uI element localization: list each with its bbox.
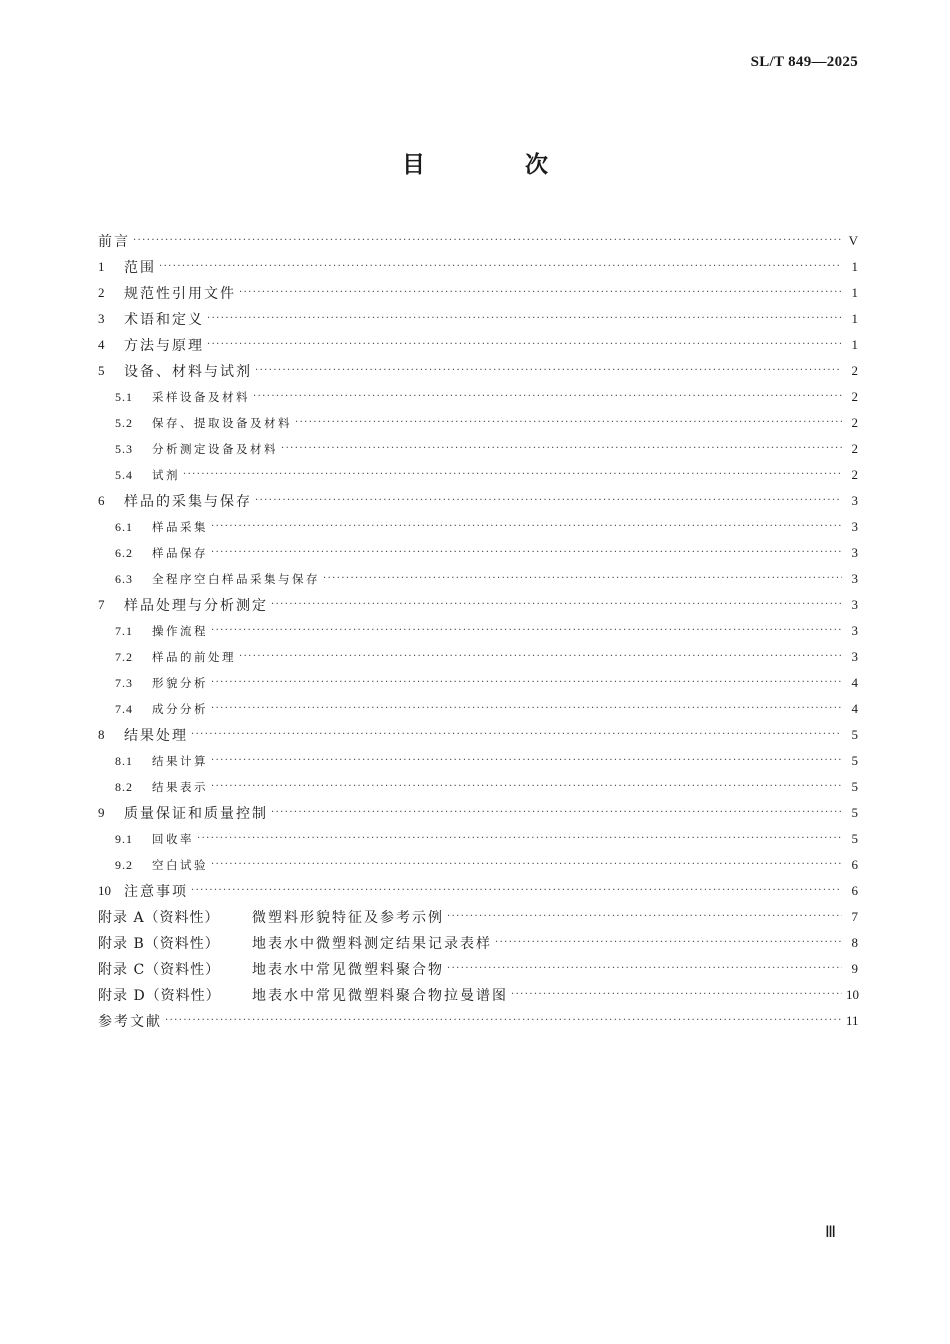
toc-entry[interactable] [98,748,858,774]
toc-entry-page: 6 [851,883,858,898]
dot-leader [255,366,842,376]
toc-entry-number: 10 [98,883,111,898]
dot-leader [159,262,842,272]
table-of-contents [98,228,858,1034]
toc-entry-page: 5 [851,805,858,820]
toc-entry-number: 9.1 [115,831,133,846]
toc-entry[interactable] [98,722,858,748]
toc-entry-page: 3 [851,493,858,508]
toc-entry-number: 9 [98,805,105,820]
toc-entry-page: 2 [851,389,858,404]
toc-entry-number: 附录 D（资料性） [98,988,221,1004]
dot-leader [211,548,842,558]
dot-leader [211,860,842,870]
toc-entry-title: 地表水中常见微塑料聚合物拉曼谱图 [252,988,508,1004]
toc-entry-page: 3 [851,545,858,560]
toc-entry-title: 样品采集 [152,520,208,534]
toc-entry[interactable] [98,696,858,722]
dot-leader [211,782,842,792]
toc-entry[interactable] [98,462,858,488]
toc-entry-page: V [848,233,858,248]
toc-entry-page: 3 [851,597,858,612]
dot-leader [133,236,842,246]
standard-code: SL/T 849—2025 [750,54,858,70]
toc-entry-page: 2 [851,441,858,456]
toc-entry-number: 7.3 [115,675,133,690]
dot-leader [211,704,842,714]
toc-entry-number: 2 [98,285,105,300]
dot-leader [253,392,842,402]
toc-entry[interactable] [98,982,858,1008]
toc-entry-page: 3 [851,649,858,664]
toc-entry[interactable] [98,618,858,644]
toc-entry[interactable] [98,228,858,254]
toc-entry-title: 术语和定义 [124,312,204,328]
toc-entry[interactable] [98,358,858,384]
dot-leader [239,288,842,298]
toc-entry[interactable] [98,514,858,540]
page-number: Ⅲ [825,1224,837,1241]
dot-leader [447,964,842,974]
toc-entry-title: 方法与原理 [124,338,204,354]
toc-entry-title: 微塑料形貌特征及参考示例 [252,910,444,926]
toc-entry-page: 3 [851,623,858,638]
toc-entry[interactable] [98,410,858,436]
toc-entry-title: 质量保证和质量控制 [124,806,268,822]
dot-leader [191,886,842,896]
dot-leader [271,808,842,818]
dot-leader [295,418,842,428]
toc-entry-title: 保存、提取设备及材料 [152,416,292,430]
toc-entry[interactable] [98,332,858,358]
toc-entry-title: 形貌分析 [152,676,208,690]
toc-entry-title: 范围 [124,260,156,276]
toc-entry-page: 1 [851,285,858,300]
toc-entry-page: 9 [851,961,858,976]
toc-entry-page: 5 [851,727,858,742]
toc-entry-page: 2 [851,363,858,378]
toc-entry-number: 附录 A（资料性） [98,910,220,926]
dot-leader [191,730,842,740]
dot-leader [495,938,842,948]
toc-entry-page: 4 [851,701,858,716]
toc-entry-title: 全程序空白样品采集与保存 [152,572,320,586]
toc-entry[interactable] [98,1008,858,1034]
toc-entry-number: 9.2 [115,857,133,872]
dot-leader [323,574,842,584]
toc-entry[interactable] [98,488,858,514]
toc-entry-title: 参考文献 [98,1014,162,1030]
toc-entry-title: 规范性引用文件 [124,286,236,302]
toc-entry[interactable] [98,592,858,618]
toc-entry-number: 6.2 [115,545,133,560]
toc-entry[interactable] [98,930,858,956]
dot-leader [183,470,842,480]
toc-entry-number: 5 [98,363,105,378]
toc-entry-page: 5 [851,831,858,846]
toc-entry-number: 6.3 [115,571,133,586]
toc-entry-page: 1 [851,337,858,352]
dot-leader [211,678,842,688]
dot-leader [255,496,842,506]
toc-entry-number: 5.1 [115,389,133,404]
toc-entry-number: 7.2 [115,649,133,664]
toc-entry[interactable] [98,670,858,696]
toc-entry[interactable] [98,878,858,904]
toc-entry-title: 成分分析 [152,702,208,716]
toc-entry-title: 地表水中常见微塑料聚合物 [252,962,444,978]
toc-entry[interactable] [98,852,858,878]
toc-entry-title: 操作流程 [152,624,208,638]
toc-entry-number: 1 [98,259,105,274]
toc-entry-page: 5 [851,753,858,768]
toc-entry-number: 7 [98,597,105,612]
toc-entry-title: 试剂 [152,468,180,482]
toc-entry-page: 2 [851,467,858,482]
toc-entry-page: 3 [851,519,858,534]
toc-entry[interactable] [98,644,858,670]
dot-leader [271,600,842,610]
toc-entry[interactable] [98,436,858,462]
toc-entry-title: 结果计算 [152,754,208,768]
toc-entry-title: 样品的前处理 [152,650,236,664]
toc-entry-page: 1 [851,259,858,274]
toc-entry-number: 5.4 [115,467,133,482]
toc-entry[interactable] [98,254,858,280]
toc-entry-title: 前言 [98,234,130,250]
toc-entry[interactable] [98,800,858,826]
toc-entry-title: 结果表示 [152,780,208,794]
dot-leader [211,626,842,636]
toc-entry-title: 采样设备及材料 [152,390,250,404]
toc-entry-title: 结果处理 [124,728,188,744]
toc-entry-number: 8.1 [115,753,133,768]
dot-leader [447,912,842,922]
toc-entry-number: 附录 C（资料性） [98,962,221,978]
toc-entry[interactable] [98,384,858,410]
toc-entry-number: 4 [98,337,105,352]
toc-entry-number: 5.3 [115,441,133,456]
dot-leader [281,444,842,454]
toc-entry-page: 11 [846,1013,859,1028]
dot-leader [197,834,842,844]
toc-entry[interactable] [98,566,858,592]
toc-entry[interactable] [98,306,858,332]
toc-entry-page: 2 [851,415,858,430]
dot-leader [239,652,842,662]
toc-entry-number: 附录 B（资料性） [98,936,220,952]
toc-entry[interactable] [98,774,858,800]
toc-entry-title: 分析测定设备及材料 [152,442,278,456]
toc-entry-number: 6 [98,493,105,508]
toc-entry-number: 8 [98,727,105,742]
toc-entry-page: 5 [851,779,858,794]
toc-entry[interactable] [98,904,858,930]
toc-entry-number: 3 [98,311,105,326]
toc-entry-title: 地表水中微塑料测定结果记录表样 [252,936,492,952]
page-title: 目 次 [401,152,594,178]
toc-entry-title: 注意事项 [124,884,188,900]
toc-entry[interactable] [98,540,858,566]
toc-entry[interactable] [98,826,858,852]
toc-entry-number: 7.1 [115,623,133,638]
toc-entry-title: 设备、材料与试剂 [124,364,252,380]
toc-entry-number: 5.2 [115,415,133,430]
toc-entry-title: 样品处理与分析测定 [124,598,268,614]
dot-leader [165,1016,842,1026]
toc-entry-title: 空白试验 [152,858,208,872]
toc-entry-page: 1 [851,311,858,326]
toc-entry-title: 样品保存 [152,546,208,560]
toc-entry[interactable] [98,280,858,306]
toc-entry-page: 6 [851,857,858,872]
toc-entry-number: 7.4 [115,701,133,716]
dot-leader [211,522,842,532]
dot-leader [207,314,842,324]
toc-entry[interactable] [98,956,858,982]
toc-entry-page: 8 [851,935,858,950]
toc-entry-title: 回收率 [152,832,194,846]
toc-entry-title: 样品的采集与保存 [124,494,252,510]
toc-entry-page: 10 [846,987,859,1002]
toc-entry-number: 6.1 [115,519,133,534]
toc-entry-number: 8.2 [115,779,133,794]
toc-entry-page: 7 [851,909,858,924]
dot-leader [207,340,842,350]
dot-leader [511,990,842,1000]
dot-leader [211,756,842,766]
toc-entry-page: 3 [851,571,858,586]
toc-entry-page: 4 [851,675,858,690]
